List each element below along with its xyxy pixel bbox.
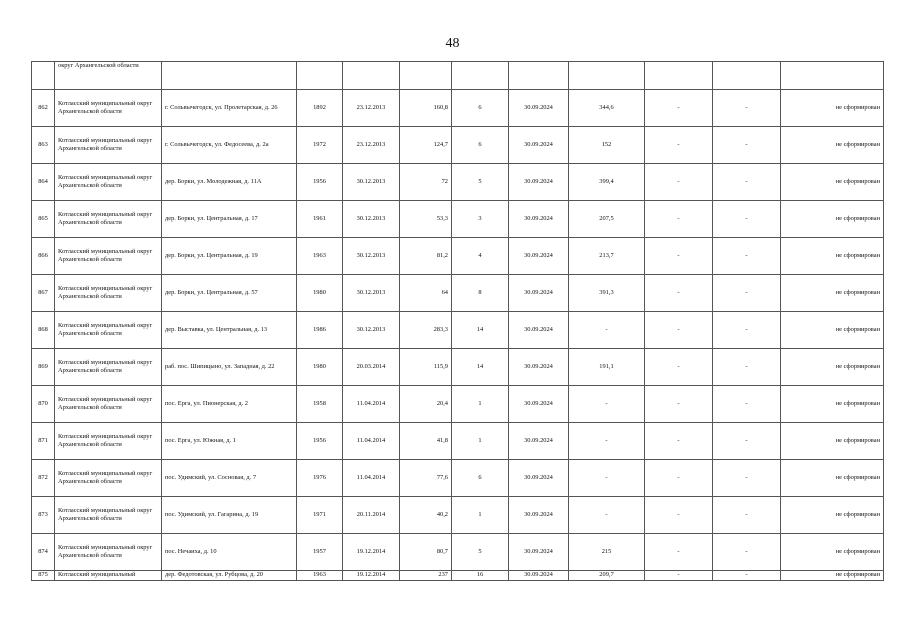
- cell-c1: -: [645, 164, 713, 201]
- table-row: [32, 312, 884, 349]
- cell-check-date: 30.09.2024: [509, 423, 569, 460]
- cell-no: 873: [32, 497, 55, 534]
- cell-count: 6: [452, 127, 509, 164]
- table-row-continued: [32, 62, 884, 90]
- cell-year: 1958: [297, 386, 343, 423]
- table-row: [32, 386, 884, 423]
- cell-status: не сформирован: [781, 571, 884, 581]
- cell-area: 115,9: [400, 349, 452, 386]
- cell-region: Котласский муниципальный округ Архангельской области: [55, 534, 162, 571]
- cell-date: 30.12.2013: [343, 238, 400, 275]
- cell-date: 19.12.2014: [343, 534, 400, 571]
- cell-address: пос. Удимский, ул. Гагарина, д. 19: [162, 497, 297, 534]
- cell-region: округ Архангельской области: [55, 62, 162, 90]
- cell-c2: -: [713, 571, 781, 581]
- cell-c2: -: [713, 201, 781, 238]
- cell-year: 1961: [297, 201, 343, 238]
- table-row: [32, 497, 884, 534]
- cell-address: дер. Выставка, ул. Центральная, д. 13: [162, 312, 297, 349]
- cell-c2: -: [713, 312, 781, 349]
- cell-area: 160,8: [400, 90, 452, 127]
- cell-count: 16: [452, 571, 509, 581]
- cell-count: [452, 62, 509, 90]
- cell-value: -: [569, 386, 645, 423]
- cell-date: 11.04.2014: [343, 423, 400, 460]
- cell-check-date: 30.09.2024: [509, 386, 569, 423]
- cell-c2: -: [713, 460, 781, 497]
- table-row: [32, 423, 884, 460]
- cell-no: 863: [32, 127, 55, 164]
- cell-value: 344,6: [569, 90, 645, 127]
- cell-c2: -: [713, 349, 781, 386]
- cell-region: Котласский муниципальный округ Архангельской области: [55, 275, 162, 312]
- cell-address: г. Сольвычегодск, ул. Федосеева, д. 2а: [162, 127, 297, 164]
- cell-region: Котласский муниципальный округ Архангельской области: [55, 497, 162, 534]
- cell-no: 875: [32, 571, 55, 581]
- cell-area: 81,2: [400, 238, 452, 275]
- cell-address: пос. Ерга, ул. Пионерская, д. 2: [162, 386, 297, 423]
- cell-date: 30.12.2013: [343, 312, 400, 349]
- cell-date: 23.12.2013: [343, 90, 400, 127]
- cell-check-date: 30.09.2024: [509, 349, 569, 386]
- cell-no: 869: [32, 349, 55, 386]
- cell-c1: -: [645, 127, 713, 164]
- cell-count: 1: [452, 386, 509, 423]
- cell-no: [32, 62, 55, 90]
- cell-date: 19.12.2014: [343, 571, 400, 581]
- cell-year: [297, 62, 343, 90]
- cell-address: дер. Борки, ул. Центральная, д. 19: [162, 238, 297, 275]
- cell-date: 30.12.2013: [343, 201, 400, 238]
- cell-region: Котласский муниципальный округ Архангельской области: [55, 386, 162, 423]
- cell-value: 209,7: [569, 571, 645, 581]
- cell-no: 866: [32, 238, 55, 275]
- cell-date: [343, 62, 400, 90]
- cell-c1: -: [645, 497, 713, 534]
- table-row: [32, 164, 884, 201]
- cell-area: 53,3: [400, 201, 452, 238]
- cell-region: Котласский муниципальный округ Архангельской области: [55, 312, 162, 349]
- cell-year: 1980: [297, 275, 343, 312]
- cell-check-date: 30.09.2024: [509, 275, 569, 312]
- cell-value: 391,3: [569, 275, 645, 312]
- cell-date: 20.03.2014: [343, 349, 400, 386]
- cell-address: раб. пос. Шипицыно, ул. Западная, д. 22: [162, 349, 297, 386]
- table-row: [32, 275, 884, 312]
- cell-area: 40,2: [400, 497, 452, 534]
- cell-year: 1971: [297, 497, 343, 534]
- cell-check-date: 30.09.2024: [509, 127, 569, 164]
- cell-c1: -: [645, 534, 713, 571]
- cell-check-date: 30.09.2024: [509, 497, 569, 534]
- cell-address: дер. Борки, ул. Центральная, д. 17: [162, 201, 297, 238]
- cell-year: 1972: [297, 127, 343, 164]
- cell-area: 41,8: [400, 423, 452, 460]
- cell-area: 80,7: [400, 534, 452, 571]
- cell-date: 11.04.2014: [343, 386, 400, 423]
- cell-count: 3: [452, 201, 509, 238]
- cell-year: 1963: [297, 571, 343, 581]
- cell-status: не сформирован: [781, 423, 884, 460]
- cell-year: 1963: [297, 238, 343, 275]
- cell-date: 20.11.2014: [343, 497, 400, 534]
- cell-address: пос. Удимский, ул. Сосновая, д. 7: [162, 460, 297, 497]
- cell-status: не сформирован: [781, 460, 884, 497]
- cell-value: [569, 62, 645, 90]
- cell-value: 399,4: [569, 164, 645, 201]
- cell-region: Котласский муниципальный округ Архангельской области: [55, 460, 162, 497]
- cell-c2: -: [713, 164, 781, 201]
- cell-c2: -: [713, 127, 781, 164]
- cell-no: 867: [32, 275, 55, 312]
- cell-c2: -: [713, 90, 781, 127]
- cell-value: -: [569, 423, 645, 460]
- cell-check-date: 30.09.2024: [509, 164, 569, 201]
- table-row: [32, 349, 884, 386]
- cell-status: не сформирован: [781, 201, 884, 238]
- cell-address: пос. Нечаиха, д. 10: [162, 534, 297, 571]
- cell-status: не сформирован: [781, 386, 884, 423]
- cell-status: не сформирован: [781, 164, 884, 201]
- cell-count: 1: [452, 497, 509, 534]
- cell-count: 14: [452, 312, 509, 349]
- cell-value: -: [569, 497, 645, 534]
- cell-c1: -: [645, 386, 713, 423]
- cell-c2: -: [713, 238, 781, 275]
- cell-no: 864: [32, 164, 55, 201]
- table-row: [32, 571, 884, 581]
- cell-address: дер. Борки, ул. Молодежная, д. 11А: [162, 164, 297, 201]
- cell-year: 1956: [297, 164, 343, 201]
- cell-year: 1976: [297, 460, 343, 497]
- cell-year: 1980: [297, 349, 343, 386]
- table-body: [32, 62, 884, 581]
- cell-no: 874: [32, 534, 55, 571]
- cell-value: 152: [569, 127, 645, 164]
- cell-status: не сформирован: [781, 238, 884, 275]
- cell-status: [781, 62, 884, 90]
- cell-area: 77,6: [400, 460, 452, 497]
- cell-value: -: [569, 460, 645, 497]
- cell-value: -: [569, 312, 645, 349]
- cell-count: 4: [452, 238, 509, 275]
- cell-status: не сформирован: [781, 349, 884, 386]
- cell-c1: -: [645, 238, 713, 275]
- cell-status: не сформирован: [781, 90, 884, 127]
- cell-check-date: 30.09.2024: [509, 571, 569, 581]
- cell-c1: [645, 62, 713, 90]
- cell-value: 207,5: [569, 201, 645, 238]
- table-row: [32, 238, 884, 275]
- cell-value: 191,1: [569, 349, 645, 386]
- cell-count: 1: [452, 423, 509, 460]
- cell-status: не сформирован: [781, 497, 884, 534]
- table-row: [32, 534, 884, 571]
- cell-date: 30.12.2013: [343, 275, 400, 312]
- cell-status: не сформирован: [781, 275, 884, 312]
- cell-area: 64: [400, 275, 452, 312]
- cell-c2: -: [713, 386, 781, 423]
- cell-no: 872: [32, 460, 55, 497]
- cell-address: дер. Федотовская, ул. Рубцова, д. 20: [162, 571, 297, 581]
- cell-c1: -: [645, 571, 713, 581]
- cell-address: дер. Борки, ул. Центральная, д. 57: [162, 275, 297, 312]
- cell-address: г. Сольвычегодск, ул. Пролетарская, д. 26: [162, 90, 297, 127]
- cell-count: 5: [452, 164, 509, 201]
- cell-date: 30.12.2013: [343, 164, 400, 201]
- cell-region: Котласский муниципальный округ Архангельской области: [55, 90, 162, 127]
- cell-count: 14: [452, 349, 509, 386]
- cell-count: 5: [452, 534, 509, 571]
- cell-year: 1957: [297, 534, 343, 571]
- cell-area: 72: [400, 164, 452, 201]
- cell-region: Котласский муниципальный округ Архангельской области: [55, 164, 162, 201]
- cell-value: 215: [569, 534, 645, 571]
- cell-date: 11.04.2014: [343, 460, 400, 497]
- cell-c1: -: [645, 312, 713, 349]
- cell-no: 865: [32, 201, 55, 238]
- cell-area: 237: [400, 571, 452, 581]
- cell-count: 6: [452, 460, 509, 497]
- cell-c2: [713, 62, 781, 90]
- cell-count: 8: [452, 275, 509, 312]
- cell-year: 1892: [297, 90, 343, 127]
- page-number: 48: [445, 36, 460, 51]
- cell-year: 1986: [297, 312, 343, 349]
- cell-check-date: 30.09.2024: [509, 312, 569, 349]
- cell-no: 870: [32, 386, 55, 423]
- cell-value: 213,7: [569, 238, 645, 275]
- cell-status: не сформирован: [781, 127, 884, 164]
- cell-region: Котласский муниципальный округ Архангельской области: [55, 201, 162, 238]
- cell-year: 1956: [297, 423, 343, 460]
- cell-check-date: 30.09.2024: [509, 90, 569, 127]
- cell-c1: -: [645, 201, 713, 238]
- cell-address: [162, 62, 297, 90]
- cell-area: 283,3: [400, 312, 452, 349]
- cell-c2: -: [713, 275, 781, 312]
- cell-c1: -: [645, 460, 713, 497]
- cell-region: Котласский муниципальный округ Архангельской области: [55, 423, 162, 460]
- cell-area: [400, 62, 452, 90]
- cell-no: 871: [32, 423, 55, 460]
- table-row: [32, 460, 884, 497]
- table-row: [32, 127, 884, 164]
- cell-c2: -: [713, 423, 781, 460]
- cell-c2: -: [713, 534, 781, 571]
- cell-c1: -: [645, 275, 713, 312]
- cell-region: Котласский муниципальный округ Архангельской области: [55, 127, 162, 164]
- cell-count: 6: [452, 90, 509, 127]
- table-row: [32, 201, 884, 238]
- cell-region: Котласский муниципальный округ Архангельской области: [55, 349, 162, 386]
- housing-registry-table: [31, 61, 884, 581]
- cell-status: не сформирован: [781, 534, 884, 571]
- table-row: [32, 90, 884, 127]
- cell-check-date: 30.09.2024: [509, 460, 569, 497]
- cell-address: пос. Ерга, ул. Южная, д. 1: [162, 423, 297, 460]
- cell-c1: -: [645, 349, 713, 386]
- cell-area: 124,7: [400, 127, 452, 164]
- cell-region: Котласский муниципальный: [55, 571, 162, 581]
- cell-status: не сформирован: [781, 312, 884, 349]
- cell-c1: -: [645, 90, 713, 127]
- cell-check-date: 30.09.2024: [509, 534, 569, 571]
- cell-c1: -: [645, 423, 713, 460]
- cell-date: 23.12.2013: [343, 127, 400, 164]
- cell-no: 862: [32, 90, 55, 127]
- cell-check-date: [509, 62, 569, 90]
- cell-c2: -: [713, 497, 781, 534]
- cell-check-date: 30.09.2024: [509, 238, 569, 275]
- cell-no: 868: [32, 312, 55, 349]
- cell-region: Котласский муниципальный округ Архангельской области: [55, 238, 162, 275]
- cell-check-date: 30.09.2024: [509, 201, 569, 238]
- cell-area: 20,4: [400, 386, 452, 423]
